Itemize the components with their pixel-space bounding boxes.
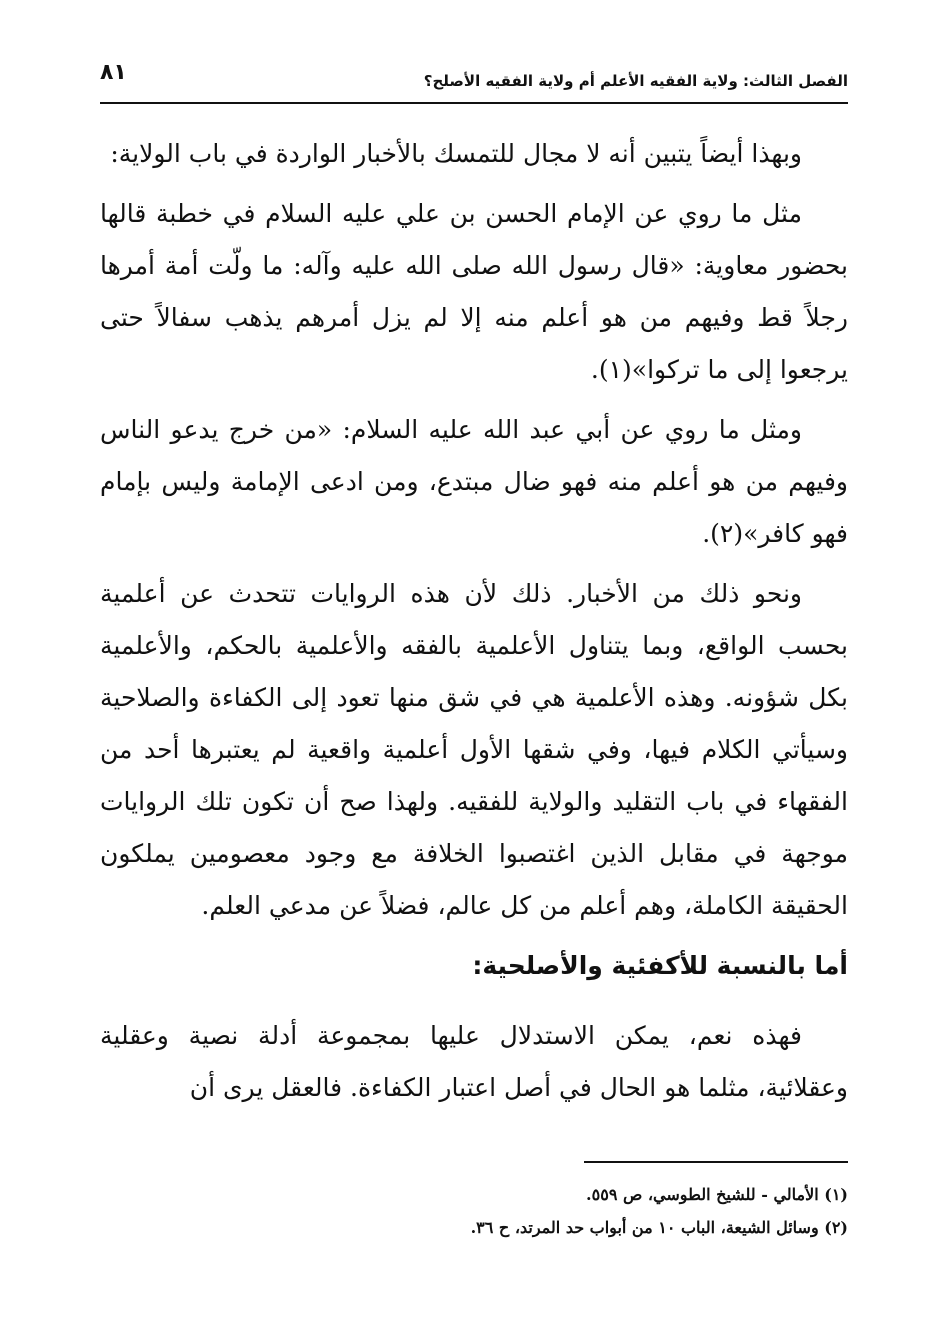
page-header xyxy=(100,60,848,96)
paragraph: ونحو ذلك من الأخبار. ذلك لأن هذه الروايات تتحدث عن أعلمية بحسب الواقع، وبما يتناول الأعلمية بالفقه والأعلمية بالحكم، والأعلمية بكل شؤونه. وهذه الأعلمية هي في شق منها تعود إلى الكفاءة والصلاحية وسيأتي الكلام فيها، وفي شقها الأول أعلمية واقعية لم يعتبرها أحد من الفقهاء في باب التقليد والولاية للفقيه. ولهذا صح أن تكون تلك الروايات موجهة في مقابل الذين اغتصبوا الخلافة مع وجود معصومين يملكون الحقيقة الكاملة، وهم أعلم من كل عالم، فضلاً عن مدعي العلم. xyxy=(100,579,848,920)
footnotes xyxy=(100,1178,848,1244)
paragraph: مثل ما روي عن الإمام الحسن بن علي عليه السلام في خطبة قالها بحضور معاوية: «قال رسول الله صلى الله عليه وآله: ما ولّت أمة أمرها رجلاً قط وفيهم من هو أعلم منه إلا لم يزل أمرهم يذهب سفالاً حتى يرجعوا إلى ما تركوا»(١). xyxy=(100,199,848,384)
header-divider xyxy=(100,102,848,104)
main-text xyxy=(100,128,848,1122)
footnote: (٢) وسائل الشيعة، الباب ١٠ من أبواب حد المرتد، ح ٣٦. xyxy=(470,1218,848,1237)
page-number: ٨١ xyxy=(100,60,127,85)
footnote-divider xyxy=(584,1161,848,1163)
paragraph: فهذه نعم، يمكن الاستدلال عليها بمجموعة أدلة نصية وعقلية وعقلائية، مثلما هو الحال في أصل اعتبار الكفاءة. فالعقل يرى أن xyxy=(100,1021,848,1102)
paragraph: ومثل ما روي عن أبي عبد الله عليه السلام: «من خرج يدعو الناس وفيهم من هو أعلم منه فهو ضال مبتدع، ومن ادعى الإمامة وليس بإمام فهو كافر»(٢). xyxy=(100,415,848,548)
paragraph: وبهذا أيضاً يتبين أنه لا مجال للتمسك بالأخبار الواردة في باب الولاية: xyxy=(110,139,802,168)
footnote: (١) الأمالي - للشيخ الطوسي، ص ٥٥٩. xyxy=(586,1185,848,1204)
chapter-title: الفصل الثالث: ولاية الفقيه الأعلم أم ولاية الفقيه الأصلح؟ xyxy=(423,72,848,90)
section-heading: أما بالنسبة للأكفئية والأصلحية: xyxy=(472,951,848,980)
